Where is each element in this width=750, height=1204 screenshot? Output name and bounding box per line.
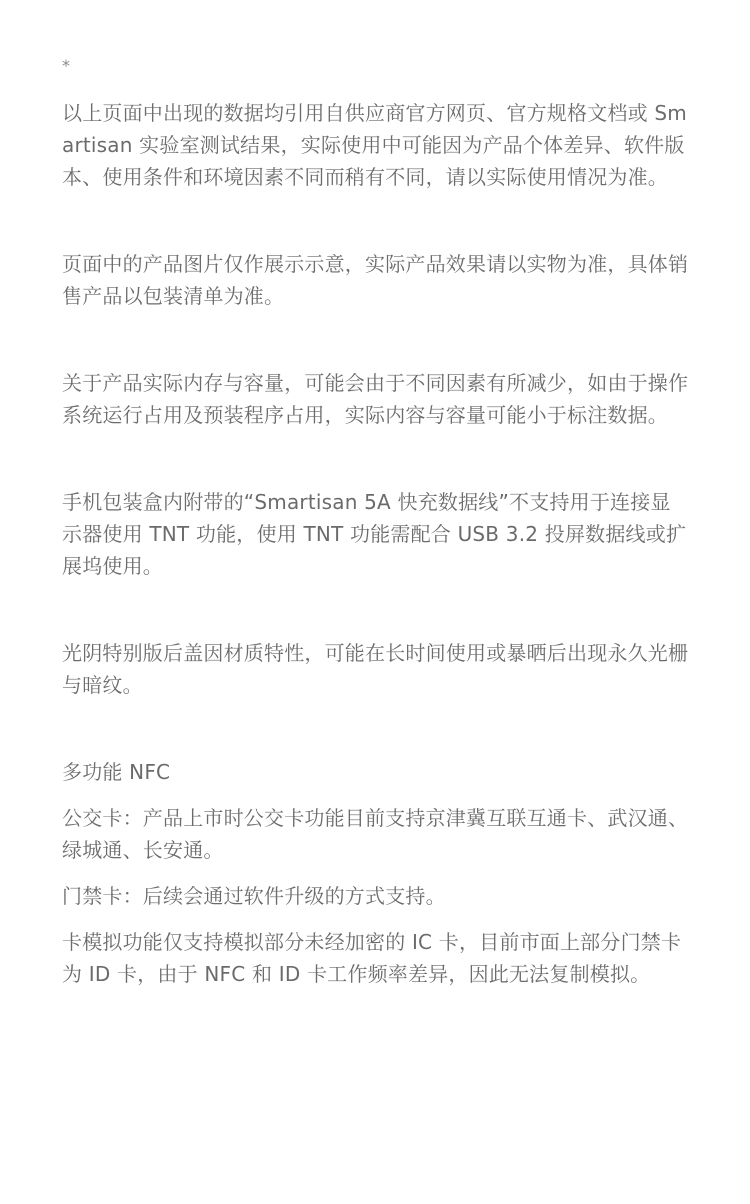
spacer	[62, 788, 690, 802]
note-cable: 手机包装盒内附带的“Smartisan 5A 快充数据线”不支持用于连接显示器使用 TNT 功能，使用 TNT 功能需配合 USB 3.2 投屏数据线或扩展坞使用。	[62, 490, 687, 578]
spacer	[62, 312, 690, 367]
note-storage-capacity: 关于产品实际内存与容量，可能会由于不同因素有所减少，如由于操作系统运行占用及预装程序占用，实际内容与容量可能小于标注数据。	[62, 371, 689, 427]
nfc-card-emulation: 卡模拟功能仅支持模拟部分未经加密的 IC 卡，目前市面上部分门禁卡为 ID 卡，由于 NFC 和 ID 卡工作频率差异，因此无法复制模拟。	[62, 930, 682, 986]
note-special-edition: 光阴特别版后盖因材质特性，可能在长时间使用或暴晒后出现永久光栅与暗纹。	[62, 641, 689, 697]
nfc-transit-card: 公交卡：产品上市时公交卡功能目前支持京津冀互联互通卡、武汉通、绿城通、长安通。	[62, 806, 689, 862]
note-product-images: 页面中的产品图片仅作展示示意，实际产品效果请以实物为准，具体销售产品以包装清单为准。	[62, 252, 689, 308]
nfc-heading: 多功能 NFC	[62, 760, 171, 784]
disclaimer-notes	[62, 56, 690, 990]
note-data-source: 以上页面中出现的数据均引用自供应商官方网页、官方规格文档或 Smartisan 实验室测试结果，实际使用中可能因为产品个体差异、软件版本、使用条件和环境因素不同而稍有不同，请以实际使用情况为准。	[62, 101, 687, 189]
footnote-asterisk: *	[62, 56, 70, 75]
nfc-access-card: 门禁卡：后续会通过软件升级的方式支持。	[62, 884, 446, 908]
spacer	[62, 912, 690, 926]
spacer	[62, 431, 690, 486]
spacer	[62, 866, 690, 880]
spacer	[62, 582, 690, 637]
spacer	[62, 193, 690, 248]
spacer	[62, 701, 690, 756]
